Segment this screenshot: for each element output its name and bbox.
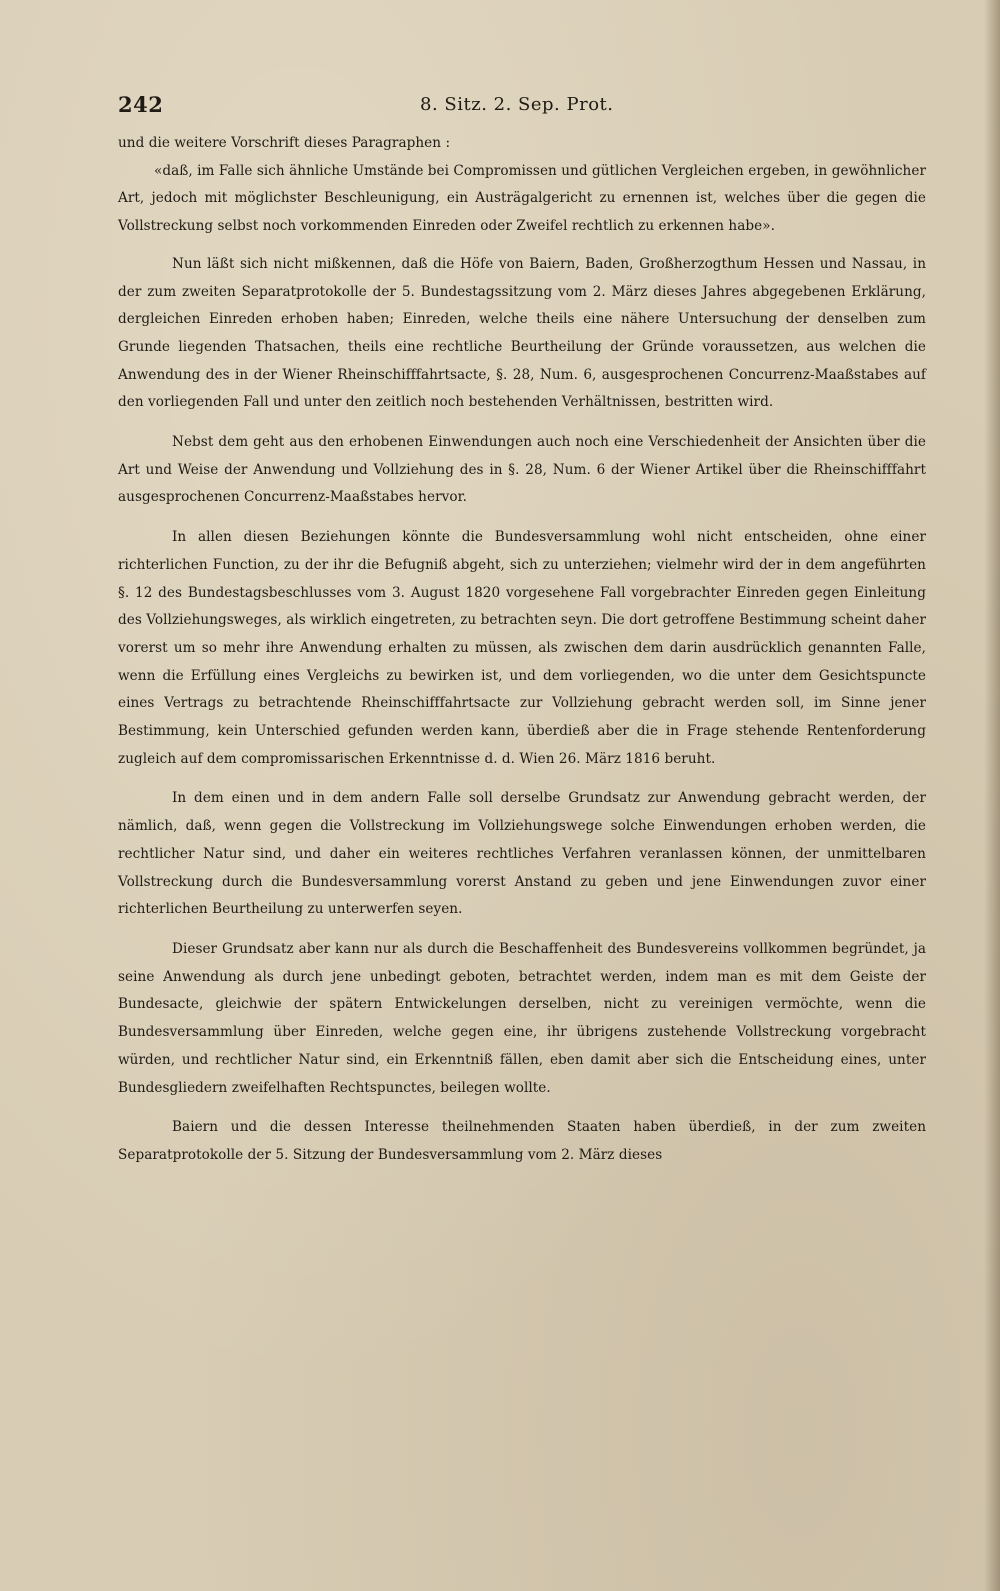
page-number: 242 <box>118 92 164 117</box>
page-header <box>118 92 926 124</box>
paragraph: In dem einen und in dem andern Falle soll derselbe Grundsatz zur Anwendung gebracht werden, der nämlich, daß, wenn gegen die Vollstreckung im Vollziehungswege solche Einwendungen erhoben werden, die rechtlicher Natur sind, und daher ein weiteres rechtliches Verfahren veranlassen können, der unmittelbaren Vollstreckung durch die Bundesversammlung vorerst Anstand zu geben und jene Einwendungen zuvor einer richterlichen Beurtheilung zu unterwerfen seyen. <box>118 790 926 918</box>
paragraph: Nebst dem geht aus den erhobenen Einwendungen auch noch eine Verschiedenheit der Ansichten über die Art und Weise der Anwendung und Vollziehung des in §. 28, Num. 6 der Wiener Artikel über die Rheinschifffahrt ausgesprochenen Concurrenz-Maaßstabes hervor. <box>118 434 926 506</box>
paragraph-intro: und die weitere Vorschrift dieses Paragraphen : <box>118 135 451 151</box>
body-text <box>118 130 926 1182</box>
paragraph: Dieser Grundsatz aber kann nur als durch die Beschaffenheit des Bundesvereins vollkommen begründet, ja seine Anwendung als durch jene unbedingt geboten, betrachtet werden, indem man es mit dem Geiste der Bundesacte, gleichwie der spätern Entwickelungen derselben, nicht zu vereinigen vermöchte, wenn die Bundesversammlung über Einreden, welche gegen eine, ihr übrigens zustehende Vollstreckung vorgebracht würden, und rechtlicher Natur sind, ein Erkenntniß fällen, eben damit aber sich die Entscheidung eines, unter Bundesgliedern zweifelhaften Rechtspunctes, beilegen wollte. <box>118 940 926 1096</box>
page-edge-shadow <box>984 0 1000 1591</box>
paragraph: Baiern und die dessen Interesse theilnehmenden Staaten haben überdieß, in der zum zweiten Separatprotokolle der 5. Sitzung der Bundesversammlung vom 2. März dieses <box>118 1119 926 1163</box>
paragraph: In allen diesen Beziehungen könnte die Bundesversammlung wohl nicht entscheiden, ohne einer richterlichen Function, zu der ihr die Befugniß abgeht, sich zu unterziehen; vielmehr wird der in dem angeführten §. 12 des Bundestagsbeschlusses vom 3. August 1820 vorgesehene Fall vorgebrachter Einreden gegen Einleitung des Vollziehungsweges, als wirklich eingetreten, zu betrachten seyn. Die dort getroffene Bestimmung scheint daher vorerst um so mehr ihre Anwendung erhalten zu müssen, als zwischen dem darin ausdrücklich genannten Falle, wenn die Erfüllung eines Vergleichs zu bewirken ist, und dem vorliegenden, wo die unter dem Gesichtspuncte eines Vertrags zu betrachtende Rheinschifffahrtsacte zur Vollziehung gebracht werden soll, im Sinne jener Bestimmung, kein Unterschied gefunden werden kann, überdieß aber die in Frage stehende Rentenforderung zugleich auf dem compromissarischen Erkenntnisse d. d. Wien 26. März 1816 beruht. <box>118 529 926 767</box>
paragraph: Nun läßt sich nicht mißkennen, daß die Höfe von Baiern, Baden, Großherzogthum Hessen und Nassau, in der zum zweiten Separatprotokolle der 5. Bundestagssitzung vom 2. März dieses Jahres abgegebenen Erklärung, dergleichen Einreden erhoben haben; Einreden, welche theils eine nähere Untersuchung der denselben zum Grunde liegenden Thatsachen, theils eine rechtliche Beurtheilung der Gründe voraussetzen, aus welchen die Anwendung des in der Wiener Rheinschifffahrtsacte, §. 28, Num. 6, ausgesprochenen Concurrenz-Maaßstabes auf den vorliegenden Fall und unter den zeitlich noch bestehenden Verhältnissen, bestritten wird. <box>118 255 926 411</box>
paragraph-quote: «daß, im Falle sich ähnliche Umstände bei Compromissen und gütlichen Vergleichen ergeben, in gewöhnlicher Art, jedoch mit möglichster Beschleunigung, ein Austrägalgericht zu ernennen ist, welches über die gegen die Vollstreckung selbst noch vorkommenden Einreden oder Zweifel rechtlich zu erkennen habe». <box>118 162 926 235</box>
running-title: 8. Sitz. 2. Sep. Prot. <box>420 94 614 115</box>
